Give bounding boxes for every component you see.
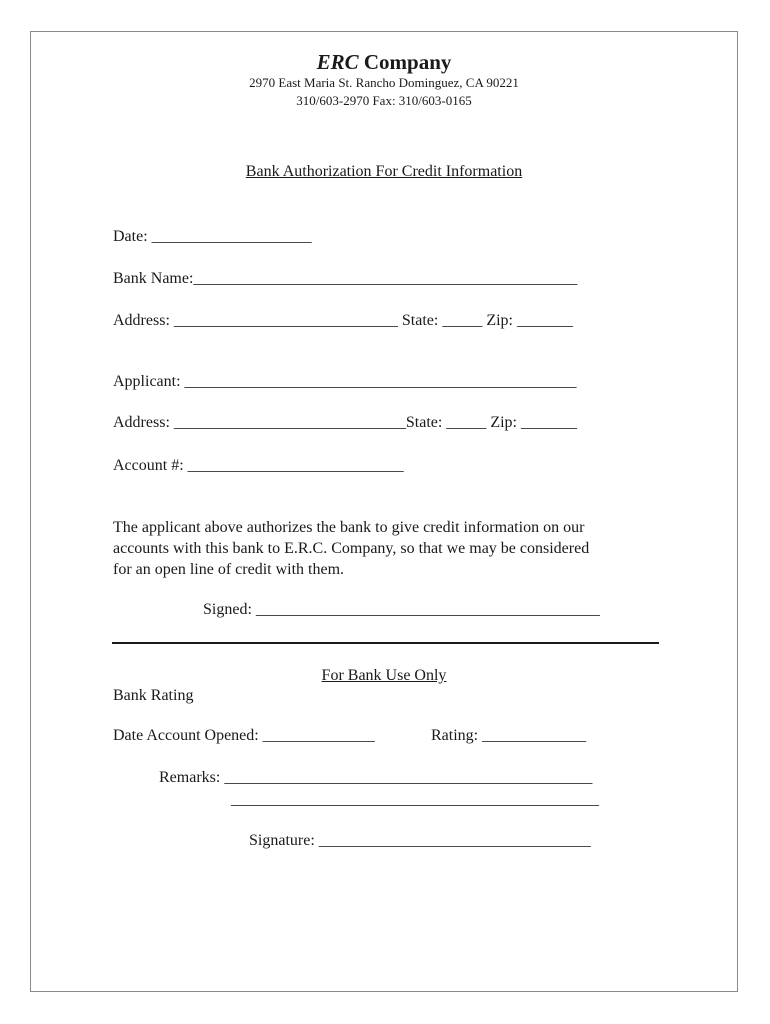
company-name	[31, 50, 737, 75]
authorization-line: The applicant above authorizes the bank to give credit information on our	[113, 519, 585, 536]
remarks-field[interactable]: Remarks: ______________________________________________	[159, 769, 593, 786]
bank-rating-heading: Bank Rating	[113, 687, 194, 704]
section-divider	[112, 642, 659, 644]
bank-address-field[interactable]: Address: ____________________________ State: _____ Zip: _______	[113, 312, 573, 329]
applicant-address-field[interactable]: Address: _____________________________State: _____ Zip: _______	[113, 414, 577, 431]
form-title: Bank Authorization For Credit Information	[245, 163, 523, 180]
form-page	[30, 31, 738, 992]
rating-field[interactable]: Rating: _____________	[431, 727, 587, 744]
authorization-line: accounts with this bank to E.R.C. Company, so that we may be considered	[113, 540, 590, 557]
date-account-opened-field[interactable]: Date Account Opened: ______________	[113, 727, 375, 744]
company-phone-fax: 310/603-2970 Fax: 310/603-0165	[296, 93, 472, 108]
signed-field[interactable]: Signed: ___________________________________________	[203, 601, 600, 618]
applicant-field[interactable]: Applicant: _________________________________________________	[113, 373, 577, 390]
company-address: 2970 East Maria St. Rancho Dominguez, CA 90221	[249, 75, 519, 90]
signature-field[interactable]: Signature: __________________________________	[249, 832, 591, 849]
company-name-rest: Company	[358, 50, 452, 74]
bank-name-field[interactable]: Bank Name:________________________________________________	[113, 270, 578, 287]
company-name-italic: ERC	[316, 50, 359, 74]
authorization-line: for an open line of credit with them.	[113, 561, 345, 578]
bank-use-title: For Bank Use Only	[321, 667, 447, 684]
account-number-field[interactable]: Account #: ___________________________	[113, 457, 404, 474]
date-field[interactable]: Date: ____________________	[113, 228, 312, 245]
remarks-continuation-field[interactable]: ______________________________________________	[231, 791, 599, 808]
authorization-paragraph	[113, 517, 589, 580]
